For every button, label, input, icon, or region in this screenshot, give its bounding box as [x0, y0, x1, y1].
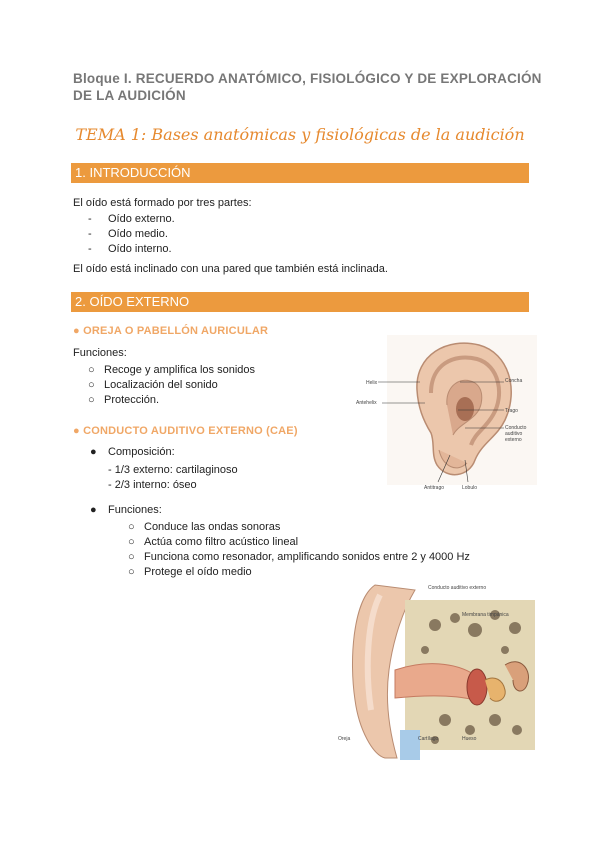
figure-label: Conducto auditivo externo — [505, 425, 527, 443]
figure-label: Trago — [505, 408, 518, 414]
subheading-cae: ● CONDUCTO AUDITIVO EXTERNO (CAE) — [73, 425, 298, 437]
figure-label: Oreja — [338, 736, 351, 742]
list-item: - 2/3 interno: óseo — [108, 479, 197, 491]
list-item: - 1/3 externo: cartilaginoso — [108, 464, 238, 476]
oreja-list — [88, 363, 255, 408]
bullet-icon: ● — [90, 504, 97, 516]
funciones-label: Funciones: — [73, 347, 127, 359]
list-item: - Oído interno. — [88, 243, 172, 255]
section-heading-introduccion: 1. INTRODUCCIÓN — [71, 163, 529, 183]
label-leader-lines — [340, 330, 540, 500]
list-item: - Oído externo. — [88, 213, 175, 225]
ear-section-figure — [345, 580, 535, 760]
section-heading-oido-externo: 2. OÍDO EXTERNO — [71, 292, 529, 312]
figure-label: Antehelix — [356, 400, 377, 406]
note-text: El oído está inclinado con una pared que también está inclinada. — [73, 263, 388, 275]
block-title: Bloque I. RECUERDO ANATÓMICO, FISIOLÓGICO Y DE EXPLORACIÓN DE LA AUDICIÓN — [73, 71, 542, 103]
list-item: ○ Conduce las ondas sonoras — [128, 521, 281, 533]
parts-list — [88, 212, 175, 257]
intro-text: El oído está formado por tres partes: — [73, 197, 252, 209]
figure-label: Antitrago — [424, 485, 445, 491]
list-item: ○ Recoge y amplifica los sonidos — [88, 364, 256, 376]
figure-label: Hueso — [462, 736, 477, 742]
composicion-list — [108, 463, 238, 493]
list-item: ○ Localización del sonido — [88, 379, 218, 391]
composicion-label: ● Composición: — [90, 446, 175, 458]
list-item: ○ Protege el oído medio — [128, 566, 252, 578]
list-item: ○ Funciona como resonador, amplificando sonidos entre 2 y 4000 Hz — [128, 551, 470, 563]
tema-title: TEMA 1: Bases anatómicas y fisiológicas de la audición — [75, 125, 525, 144]
figure-label: Helix — [366, 380, 378, 386]
list-item: - Oído medio. — [88, 228, 168, 240]
list-item: ○ Actúa como filtro acústico lineal — [128, 536, 299, 548]
figure-label: Concha — [505, 378, 523, 384]
list-item: ○ Protección. — [88, 394, 160, 406]
bullet-icon: ● — [90, 446, 97, 458]
figure-label: Membrana timpánica — [462, 612, 509, 618]
figure-label: Lobulo — [462, 485, 478, 491]
funciones-cae-label: ● Funciones: — [90, 504, 162, 516]
funciones-cae-list — [128, 520, 470, 580]
figure-label: Conducto auditivo externo — [428, 585, 487, 591]
subheading-oreja: ● OREJA O PABELLÓN AURICULAR — [73, 325, 269, 337]
figure-label: Cartílago — [418, 736, 439, 742]
